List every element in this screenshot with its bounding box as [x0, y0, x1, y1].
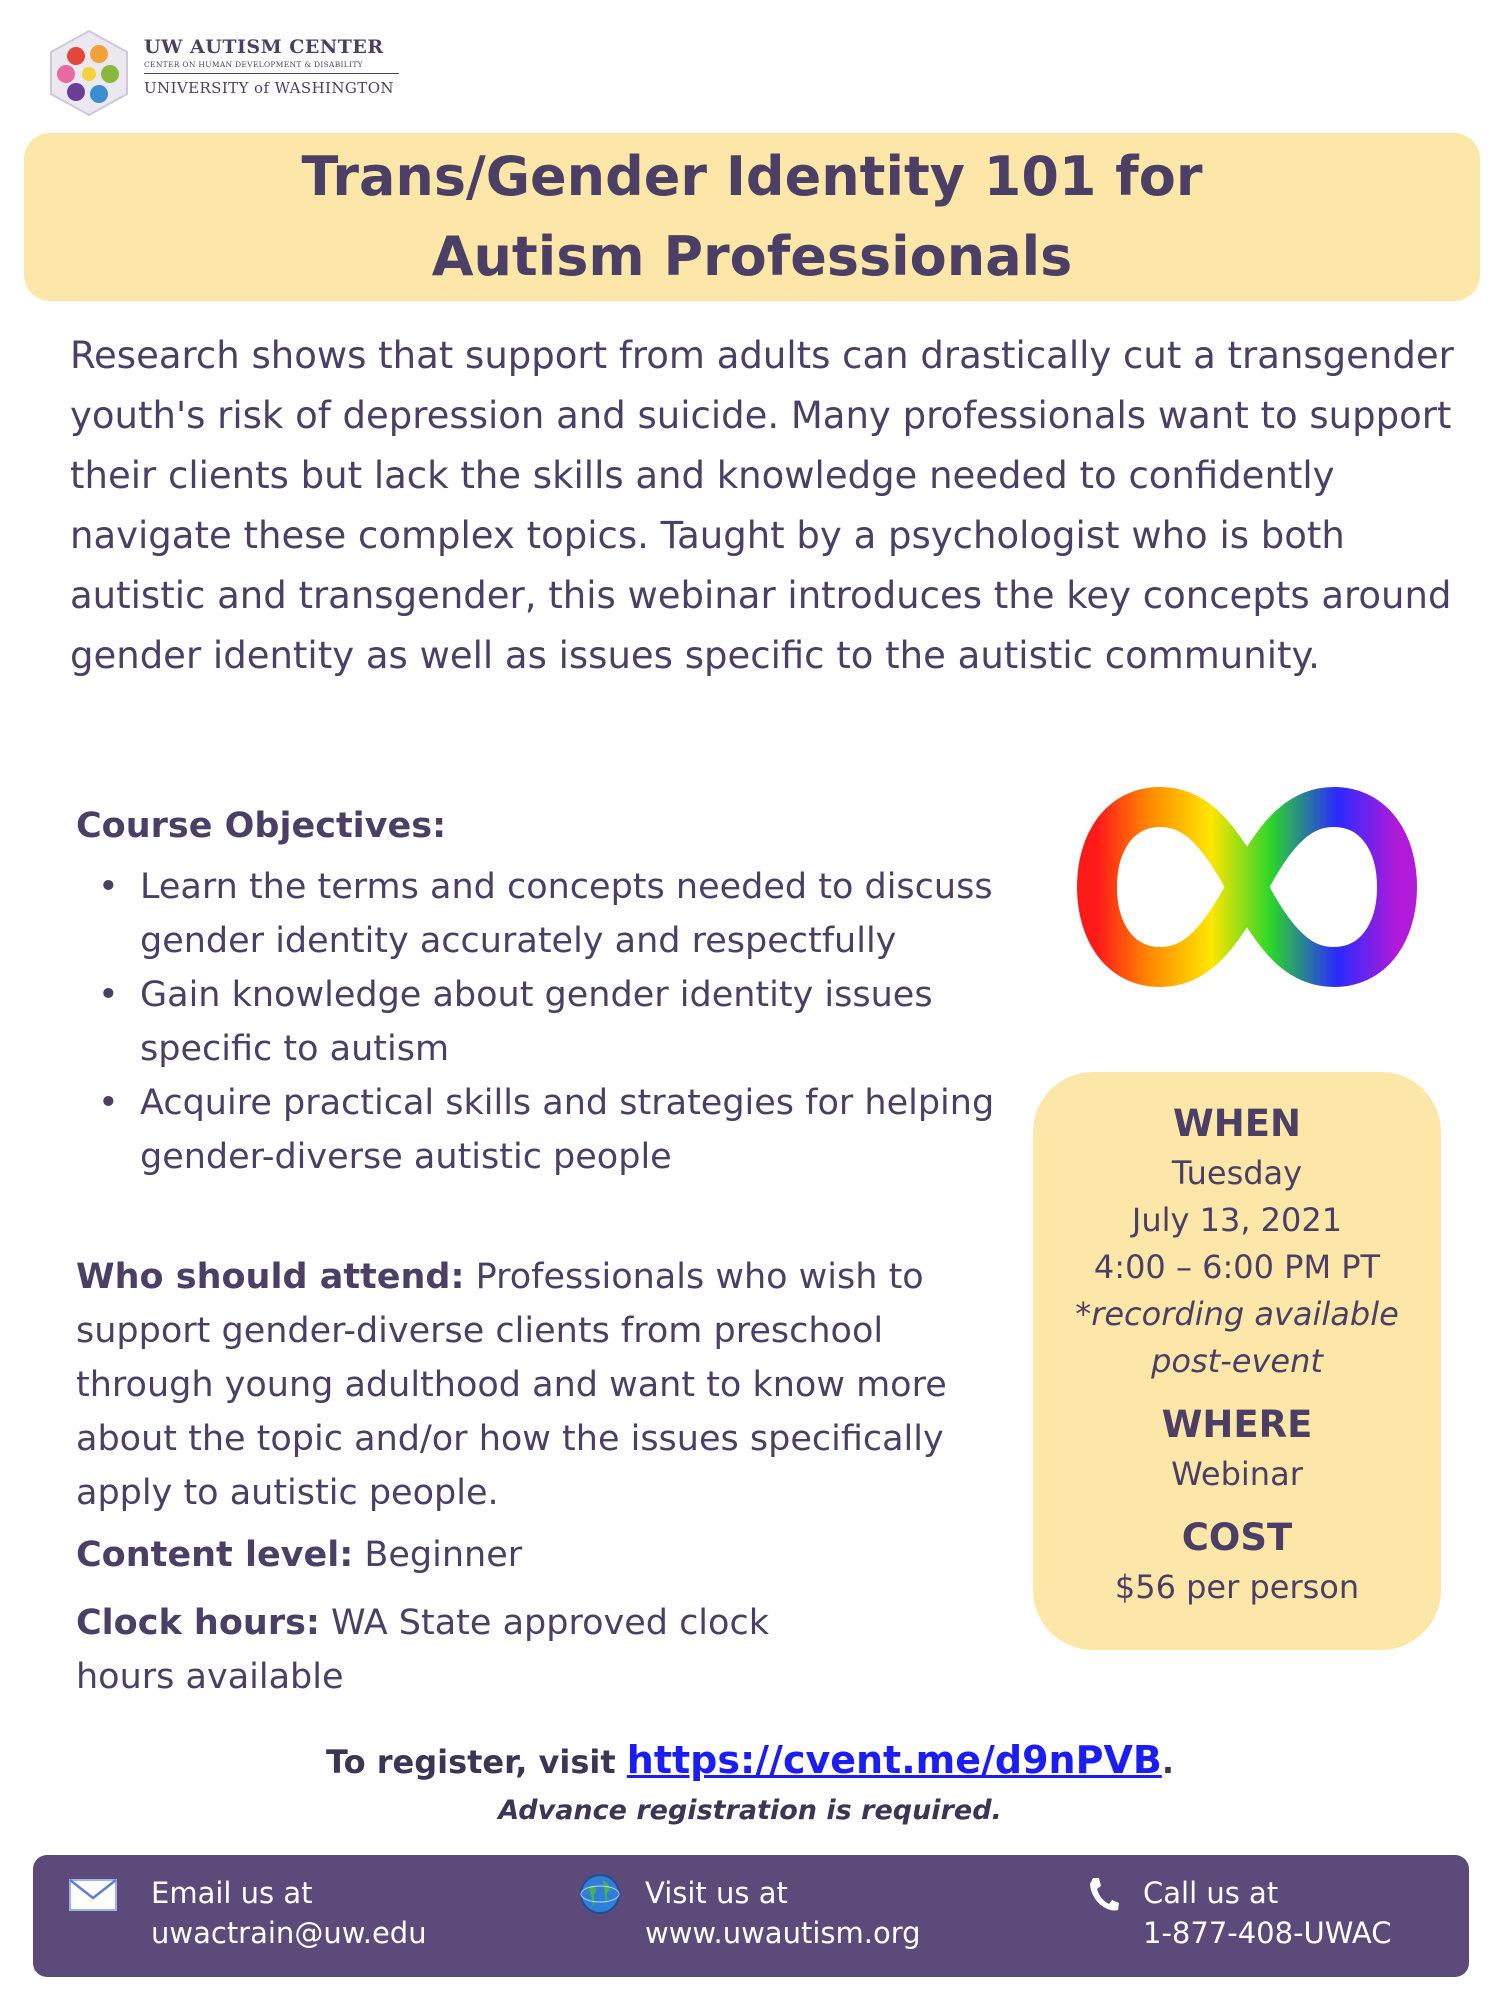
event-time: 4:00 – 6:00 PM PT — [1093, 1248, 1381, 1286]
course-objectives — [76, 798, 1006, 1184]
envelope-icon — [69, 1879, 117, 1911]
registration-link[interactable]: https://cvent.me/d9nPVB — [626, 1738, 1162, 1782]
attend-label: Who should attend: — [76, 1257, 465, 1297]
logo-center-name: UW AUTISM CENTER — [144, 36, 384, 58]
website-contact — [645, 1873, 921, 1953]
event-date: July 13, 2021 — [1131, 1201, 1343, 1239]
objectives-list — [76, 860, 1006, 1184]
objective-item: • Gain knowledge about gender identity issues specific to autism — [76, 968, 1006, 1076]
contact-footer — [33, 1855, 1469, 1977]
event-cost: $56 per person — [1114, 1568, 1360, 1606]
email-address[interactable]: uwactrain@uw.edu — [151, 1916, 427, 1950]
event-location: Webinar — [1171, 1455, 1303, 1493]
website-label: Visit us at — [645, 1876, 788, 1910]
content-level-value: Beginner — [353, 1535, 523, 1575]
register-prefix: To register, visit — [326, 1743, 627, 1781]
registration-line — [0, 1738, 1500, 1782]
objectives-heading: Course Objectives: — [76, 806, 447, 846]
email-label: Email us at — [151, 1876, 313, 1910]
cost-heading: COST — [1181, 1516, 1293, 1559]
logo-university: UNIVERSITY of WASHINGTON — [144, 79, 394, 97]
title-line-2: Autism Professionals — [431, 225, 1073, 288]
globe-icon — [579, 1873, 621, 1915]
content-level — [76, 1528, 1006, 1582]
clock-hours-label: Clock hours: — [76, 1603, 320, 1643]
clock-hours-value: WA State approved clock hours available — [76, 1603, 769, 1697]
clock-hours — [76, 1596, 856, 1704]
recording-note-line-1: *recording available — [1075, 1295, 1399, 1333]
event-details-box — [1033, 1072, 1441, 1650]
logo-hexagon-icon — [44, 28, 134, 118]
who-should-attend — [76, 1250, 1006, 1520]
uw-autism-center-logo — [44, 28, 404, 120]
website-url[interactable]: www.uwautism.org — [645, 1916, 921, 1950]
logo-subname: CENTER ON HUMAN DEVELOPMENT & DISABILITY — [144, 60, 363, 69]
content-level-label: Content level: — [76, 1535, 354, 1575]
when-heading: WHEN — [1172, 1102, 1302, 1145]
rainbow-infinity-icon — [1075, 780, 1420, 995]
register-suffix: . — [1161, 1743, 1174, 1781]
intro-paragraph: Research shows that support from adults can drastically cut a transgender youth's risk of depression and suicide. Many professionals want to support their clients but lack the skills and knowledge needed to confidently navigate these complex topics. Taught by a psychologist who is both autistic and transgender, this webinar introduces the key concepts around gender identity as well as issues specific to the autistic community. — [70, 334, 1454, 677]
phone-icon — [1085, 1875, 1121, 1915]
page-title — [252, 137, 1252, 297]
email-contact — [151, 1873, 427, 1953]
objective-item: • Acquire practical skills and strategies for helping gender-diverse autistic people — [76, 1076, 1006, 1184]
logo-divider — [144, 73, 399, 74]
title-line-1: Trans/Gender Identity 101 for — [301, 145, 1203, 208]
phone-label: Call us at — [1143, 1876, 1279, 1910]
advance-registration-note: Advance registration is required. — [498, 1795, 1002, 1826]
phone-contact — [1143, 1873, 1391, 1953]
event-day: Tuesday — [1171, 1154, 1303, 1192]
title-banner — [24, 133, 1480, 301]
where-heading: WHERE — [1161, 1403, 1313, 1446]
recording-note-line-2: post-event — [1151, 1342, 1323, 1380]
objective-item: • Learn the terms and concepts needed to discuss gender identity accurately and respectfully — [76, 860, 1006, 968]
attend-text: Professionals who wish to support gender-diverse clients from preschool through young adulthood and want to know more about the topic and/or how the issues specifically apply to autistic people. — [76, 1257, 947, 1513]
phone-number[interactable]: 1-877-408-UWAC — [1143, 1916, 1392, 1950]
